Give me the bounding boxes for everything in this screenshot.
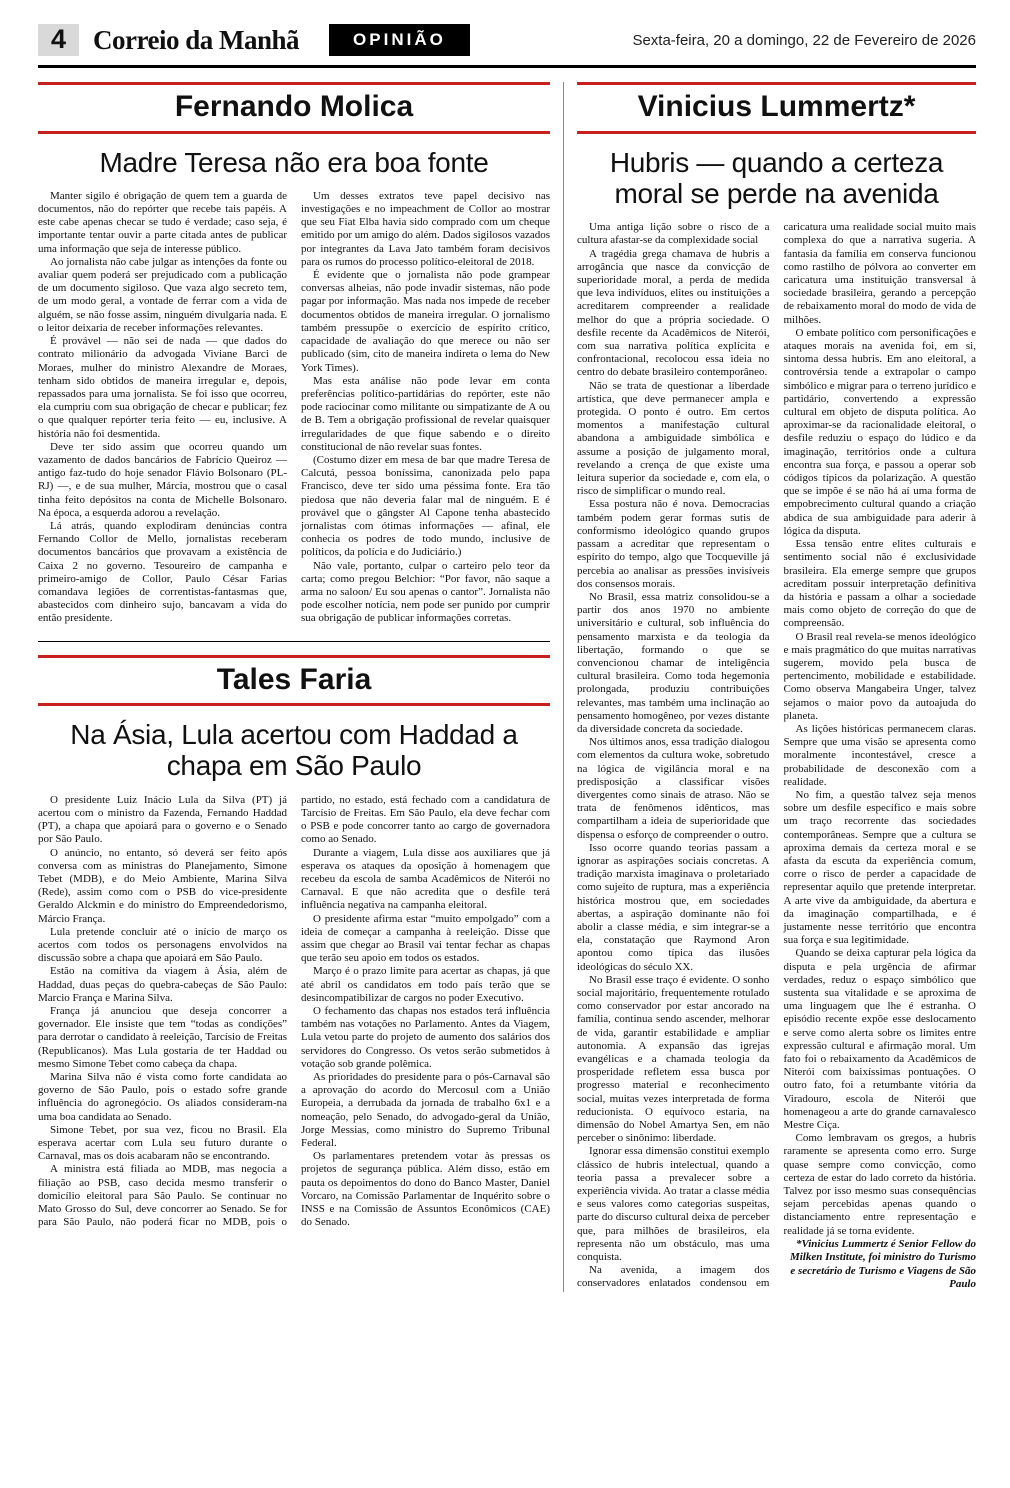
- author-name: Vinicius Lummertz*: [637, 90, 916, 123]
- paragraph: (Costumo dizer em mesa de bar que madre Teresa de Calcutá, pessoa boníssima, canonizada pelo papa Francisco, deve ter sido uma péssima fonte. Era tão piedosa que não deveria falar mal de ninguém. E é provável que o gângster Al Capone tenha abastecido jornalistas com ótimas informações — afinal, ele conhecia os podres de todo mundo, inclusive de políticos, da polícia e do Judiciário.): [301, 453, 550, 559]
- article-headline: Hubris — quando a certeza moral se perde na avenida: [609, 146, 944, 209]
- article-headline: Madre Teresa não era boa fonte: [99, 146, 489, 178]
- paragraph: Essa tensão entre elites culturais e sentimento social não é exclusividade brasileira. Ela emerge sempre que grupos acreditam possuir interpretação definitiva da história e passam a olhar a sociedade mais como objeto de correção do que de compreensão.: [783, 538, 976, 630]
- article-headline: Na Ásia, Lula acertou com Haddad a chapa em São Paulo: [70, 719, 518, 782]
- paragraph: Março é o prazo limite para acertar as chapas, já que até abril os candidatos em todo país terão que se desincompatibilizar de cargos no poder Executivo.: [301, 965, 550, 1004]
- left-column-section: [38, 82, 550, 1292]
- paragraph: As lições históricas permanecem claras. Sempre que uma visão se apresenta como moralmente incontestável, cresce a probabilidade de desconexão com a realidade.: [783, 722, 976, 788]
- article-tales-faria: [38, 655, 550, 1230]
- paragraph: França já anunciou que deseja concorrer a governador. Ele insiste que tem “todas as condições” para derrotar o candidato à reeleição, Tarcísio de Freitas (Republicanos). Mas Lula gostaria de ter Haddad ou mesmo Simone Tebet como cabeça da chapa.: [38, 1005, 287, 1070]
- article-vinicius-lummertz: [577, 82, 976, 1292]
- article-body: [38, 794, 550, 1230]
- paragraph: Deve ter sido assim que ocorreu quando um vazamento de dados bancários de Fabrício Queiroz — antigo faz-tudo do hoje senador Flávio Bolsonaro (PL-RJ) —, e de sua mulher, Márcia, mostrou que o casal tinha feito depósitos na conta de Michelle Bolsonaro. Na época, a esquerda adorou a revelação.: [38, 440, 287, 519]
- article-kicker: [38, 82, 550, 134]
- kicker-bottom-rule: [577, 131, 976, 134]
- kicker-bottom-rule: [38, 131, 550, 134]
- article-body: [577, 221, 976, 1292]
- article-fernando-molica: [38, 82, 550, 626]
- paragraph: Lá atrás, quando explodiram denúncias contra Fernando Collor de Mello, jornalistas receberam documentos bancários que provavam a existência de Caixa 2 no governo. Tesoureiro de campanha e primeiro-amigo de Collor, Paulo César Farias comandava legiões de correntistas-fantasmas que, abastecidos com dinheiro sujo, bancavam a vida do então presidente.: [38, 519, 287, 625]
- paragraph: Essa postura não é nova. Democracias também podem gerar formas sutis de conformismo ideológico quando grupos passam a acreditar que representam o espírito do tempo, algo que Tocqueville já percebia ao analisar as pressões invisíveis dos consensos morais.: [577, 498, 770, 590]
- paragraph: Não vale, portanto, culpar o carteiro pelo teor da carta; como pregou Belchior: “Por favor, não saque a arma no saloon/ Eu sou apenas o cantor”. Jornalista não pode escolher notícia, nem pode ser punido por cumprir sua obrigação de publicar informações corretas.: [301, 559, 550, 625]
- author-name: Fernando Molica: [174, 90, 414, 123]
- page-content: [38, 82, 976, 1292]
- paragraph: É evidente que o jornalista não pode grampear conversas alheias, não pode invadir sistemas, não pode pagar por informação. Mas nada nos impede de receber documentos obtidos de maneira irregular. O jornalismo também pressupõe o exercício de espírito crítico, capacidade de avaliação do que merece ou não ser publicado (sim, cito de maneira indireta o lema do New York Times).: [301, 269, 550, 374]
- paragraph: O presidente Luiz Inácio Lula da Silva (PT) já acertou com o ministro da Fazenda, Fernando Haddad (PT), a chapa que apoiará para o governo e o Senado por São Paulo.: [38, 793, 287, 846]
- edition-date: Sexta-feira, 20 a domingo, 22 de Fevereiro de 2026: [632, 31, 976, 49]
- paragraph: Os parlamentares pretendem votar às pressas os projetos de segurança pública. Além disso, estão em pauta os depoimentos do dono do Banco Master, Daniel Vorcaro, na Comissão Parlamentar de Inquérito sobre o INSS e na Comissão de Assuntos Econômicos (CAE) do Senado.: [301, 1150, 550, 1229]
- page-header: [38, 24, 976, 56]
- paragraph: Um desses extratos teve papel decisivo nas investigações e no impeachment de Collor ao mostrar que seu Fiat Elba havia sido comprado com um cheque emitido por um amigo do além. Dados sigilosos vazados por integrantes da Lava Jato também foram decisivos para os rumos do processo político-eleitoral de 2018.: [301, 189, 550, 268]
- paragraph: Nos últimos anos, essa tradição dialogou com elementos da cultura woke, sobretudo na lógica de vigilância moral e na predisposição a classificar visões divergentes como sinais de atraso. Não se trata de fenômenos idênticos, mas compartilham a ideia de superioridade que dispensa o esforço de compreender o outro.: [577, 736, 770, 841]
- paragraph: No Brasil, essa matriz consolidou-se a partir dos anos 1970 no ambiente universitário e cultural, sob influência do pensamento marxista e da teologia da libertação, formando o que se convencionou chamar de inteligência cultural brasileira. Como toda hegemonia prolongada, produziu contribuições relevantes, mas também uma inclinação ao pensamento homogêneo, por vezes distante da diversidade concreta da sociedade.: [577, 590, 770, 735]
- paragraph: O fechamento das chapas nos estados terá influência também nas votações no Parlamento. Antes da Viagem, Lula vetou parte do projeto de aumento dos salários dos servidores do Congresso. Os vetos serão submetidos à votação sob grande polêmica.: [301, 1005, 550, 1070]
- paragraph: Quando se deixa capturar pela lógica da disputa e pela urgência de afirmar verdades, reduz o espaço simbólico que sustenta sua vitalidade e se aproxima de uma linguagem que lhe é estranha. O episódio recente expõe esse deslocamento e serve como alerta sobre os limites entre expressão cultural e afirmação moral. Um fato foi o rebaixamento da Acadêmicos de Niterói com baixíssimas pontuações. O outro fato, foi a retumbante vitória da Viradouro, escola de Niterói que homenageou a arte do grande carnavalesco Mestre Ciça.: [783, 947, 976, 1132]
- article-paragraphs: [577, 221, 976, 1292]
- article-divider: [38, 641, 550, 642]
- right-column-section: [577, 82, 976, 1292]
- article-body: [38, 190, 550, 626]
- paragraph: Durante a viagem, Lula disse aos auxiliares que já esperava os ataques da oposição à homenagem que recebeu da escola de samba Acadêmicos de Niterói no Carnaval. E que não acredita que o desfile terá influência negativa na campanha eleitoral.: [301, 846, 550, 912]
- paragraph: Mas esta análise não pode levar em conta preferências político-partidárias do repórter, este não pode raciocinar como militante ou simpatizante de A ou de B. Tem a obrigação profissional de revelar quaisquer irregularidades de que fique sabendo e o direito constitucional de não revelar suas fontes.: [301, 374, 550, 453]
- paragraph: Marina Silva não é vista como forte candidata ao governo de São Paulo, pois o estado sofre grande influência do agronegócio. Os aliados consideram-na uma boa candidata ao Senado.: [38, 1071, 287, 1123]
- paragraph: Ignorar essa dimensão constitui exemplo clássico de hubris intelectual, quando a teoria passa a prevalecer sobre a experiência vivida. Ao tratar a classe média e seus valores como categorias suspeitas, parte do discurso cultural deixa de perceber que, para milhões de brasileiros, ela representa não um obstáculo, mas uma conquista.: [577, 1145, 770, 1264]
- paragraph: Na avenida, a imagem dos conservadores enlatados condensou em caricatura uma realidade social muito mais complexa do que a narrativa sugeria. A fantasia da família em conserva funcionou como rastilho de pólvora ao converter em caricatura uma instituição transversal à sociedade brasileira, gerando a percepção de rebaixamento moral do modo de vida de milhões.: [577, 221, 976, 1290]
- paragraph: O Brasil real revela-se menos ideológico e mais pragmático do que muitas narrativas sugerem, movido pela busca de pertencimento, mobilidade e estabilidade. Como observa Mangabeira Unger, talvez sejamos o maior povo da autoajuda do planeta.: [783, 630, 976, 722]
- paragraph: O presidente afirma estar “muito empolgado” com a ideia de começar a campanha à reeleição. Disse que assim que chegar ao Brasil vai tentar fechar as chapas que terão seu apoio em todos os estados.: [301, 912, 550, 965]
- author-name: Tales Faria: [216, 662, 372, 696]
- paragraph: O embate político com personificações e ataques morais na avenida foi, em si, sintoma dessa hubris. Em ano eleitoral, a controvérsia tende a extrapolar o campo simbólico e migrar para o terreno jurídico e partidário, convertendo a expressão cultural em objeto de disputa política. Ao aproximar-se da racionalidade eleitoral, o desfile reduziu o espaço do lúdico e da imaginação, territórios onde a cultura encontra sua força, e passou a operar sob códigos típicos da polarização. A questão que se impõe é se não há aí uma forma de empobrecimento cultural quando a criação abdica de sua ambiguidade para aderir à lógica da disputa.: [783, 326, 976, 537]
- paragraph: Ao jornalista não cabe julgar as intenções da fonte ou avaliar quem poderá ser prejudicado com a publicação de um documento sigiloso. Que vaza algo secreto tem, de um modo geral, a vontade de ferrar com a vida de alguém, se não fosse assim, ninguém divulgaria nada. E o leitor deixaria de receber informações relevantes.: [38, 255, 287, 334]
- masthead-logo: Correio da Manhã: [93, 24, 300, 55]
- paragraph: A ministra está filiada ao MDB, mas negocia a filiação ao PSB, caso decida mesmo transferir o domicílio eleitoral para São Paulo. Se continuar no Mato Grosso do Sul, deve concorrer ao Senado. Se for para São Paulo, não poderá ficar no MDB, pois o partido, no estado, está fechado com a candidatura de Tarcísio de Freitas. Em São Paulo, ela deve fechar com o PSB e pode concorrer tanto ao cargo de governadora como ao Senado.: [38, 793, 550, 1229]
- paragraph: Não se trata de questionar a liberdade artística, que deve permanecer ampla e protegida. O ponto é outro. Em certos momentos a manifestação cultural abandona a ambiguidade simbólica e assume a posição de julgamento moral, revelando a crença de que existe uma leitura superior da sociedade e, com ela, o risco de simplificar o mundo real.: [577, 379, 770, 498]
- article-kicker: [577, 82, 976, 134]
- paragraph: No Brasil esse traço é evidente. O sonho social majoritário, frequentemente rotulado como conservador por estar ancorado na família, continua sendo ascender, melhorar de vida, garantir estabilidade e ampliar autonomia. A expansão das igrejas evangélicas e a chamada teologia da prosperidade refletem essa busca por progresso material e reconhecimento social, muitas vezes interpretada de forma reducionista. O equívoco estaria, na dimensão do Nobel Amartya Sen, em não perceber o sinônimo: liberdade.: [577, 973, 770, 1145]
- header-rule: [38, 65, 976, 68]
- paragraph: No fim, a questão talvez seja menos sobre um desfile específico e mais sobre um traço recorrente das sociedades contemporâneas. Sempre que a cultura se aproxima demais da certeza moral e se afasta da escuta da experiência comum, corre o risco de perder a capacidade de representar aquilo que pretende interpretar. A arte vive da ambiguidade, da abertura e da imaginação compartilhada, e é justamente nesse território que encontra sua força e sua legitimidade.: [783, 788, 976, 947]
- paragraph: Estão na comitiva da viagem à Ásia, além de Haddad, duas peças do quebra-cabeças de São Paulo: Marcio França e Marina Silva.: [38, 965, 287, 1004]
- paragraph: A tragédia grega chamava de hubris a arrogância que nasce da convicção de superioridade moral, a perda de medida que leva indivíduos, elites ou instituições a acreditarem compreender a realidade melhor do que a própria sociedade. O desfile recente da Acadêmicos de Niterói, com sua narrativa política explícita e confrontacional, recolocou essa ideia no centro do debate brasileiro contemporâneo.: [577, 247, 770, 379]
- paragraph: O anúncio, no entanto, só deverá ser feito após conversa com as ministras do Planejamento, Simone Tebet (MDB), e do Meio Ambiente, Marina Silva (Rede), assim como com o PSB do vice-presidente Geraldo Alckmin e do ministro do Empreendedorismo, Márcio França.: [38, 846, 287, 925]
- paragraph: Lula pretende concluir até o início de março os acertos com todos os personagens envolvidos na discussão sobre a chapa que apoiará em São Paulo.: [38, 925, 287, 965]
- paragraph: Uma antiga lição sobre o risco de a cultura afastar-se da complexidade social: [577, 221, 770, 247]
- article-kicker: [38, 655, 550, 707]
- section-badge: OPINIÃO: [329, 24, 470, 56]
- author-bio: *Vinicius Lummertz é Senior Fellow do Milken Institute, foi ministro do Turismo e secretário de Turismo e Viagens de São Paulo: [789, 1237, 976, 1291]
- kicker-bottom-rule: [38, 703, 550, 706]
- page-number: 4: [38, 24, 79, 56]
- paragraph: Manter sigilo é obrigação de quem tem a guarda de documentos, não do repórter que recebe tais papéis. A este cabe apenas checar se tudo é verdade; caso seja, é importante tentar ouvir a parte citada antes de publicar uma informação que seja de interesse público.: [38, 189, 287, 255]
- paragraph: As prioridades do presidente para o pós-Carnaval são a aprovação do acordo do Mercosul com a União Europeia, a derrubada da jornada de trabalho 6x1 e a nomeação, pelo Senado, do advogado-geral da União, Jorge Messias, como ministro do Supremo Tribunal Federal.: [301, 1071, 550, 1150]
- paragraph: Simone Tebet, por sua vez, ficou no Brasil. Ela esperava acertar com Lula seu futuro durante o Carnaval, mas os dois acabaram não se encontrando.: [38, 1123, 287, 1163]
- paragraph: É provável — não sei de nada — que dados do contrato milionário da advogada Viviane Barci de Moraes, mulher do ministro Alexandre de Moraes, tenham sido obtidos de maneira irregular e, depois, repassados para uma jornalista. Se foi isso que ocorreu, ela cumpriu com sua obrigação de checar e publicar; fez o que qualquer repórter teria feito — eu, inclusive. A história não foi desmentida.: [38, 335, 287, 440]
- column-divider-rule: [563, 82, 564, 1292]
- paragraph: Como lembravam os gregos, a hubris raramente se apresenta como erro. Surge quase sempre como convicção, como certeza de estar do lado correto da história. Talvez por isso mesmo suas consequências sejam percebidas apenas quando o distanciamento entre representação e realidade já se torna evidente.: [783, 1132, 976, 1237]
- paragraph: Isso ocorre quando teorias passam a ignorar as aspirações sociais concretas. A tradição marxista imaginava o proletariado como sujeito de ruptura, mas a experiência histórica mostrou que, em sociedades abertas, a aspiração dominante não foi abolir a classe média, e sim integrar-se a ela, constatação que Raymond Aron apontou como típica das ilusões ideológicas do século XX.: [577, 841, 770, 973]
